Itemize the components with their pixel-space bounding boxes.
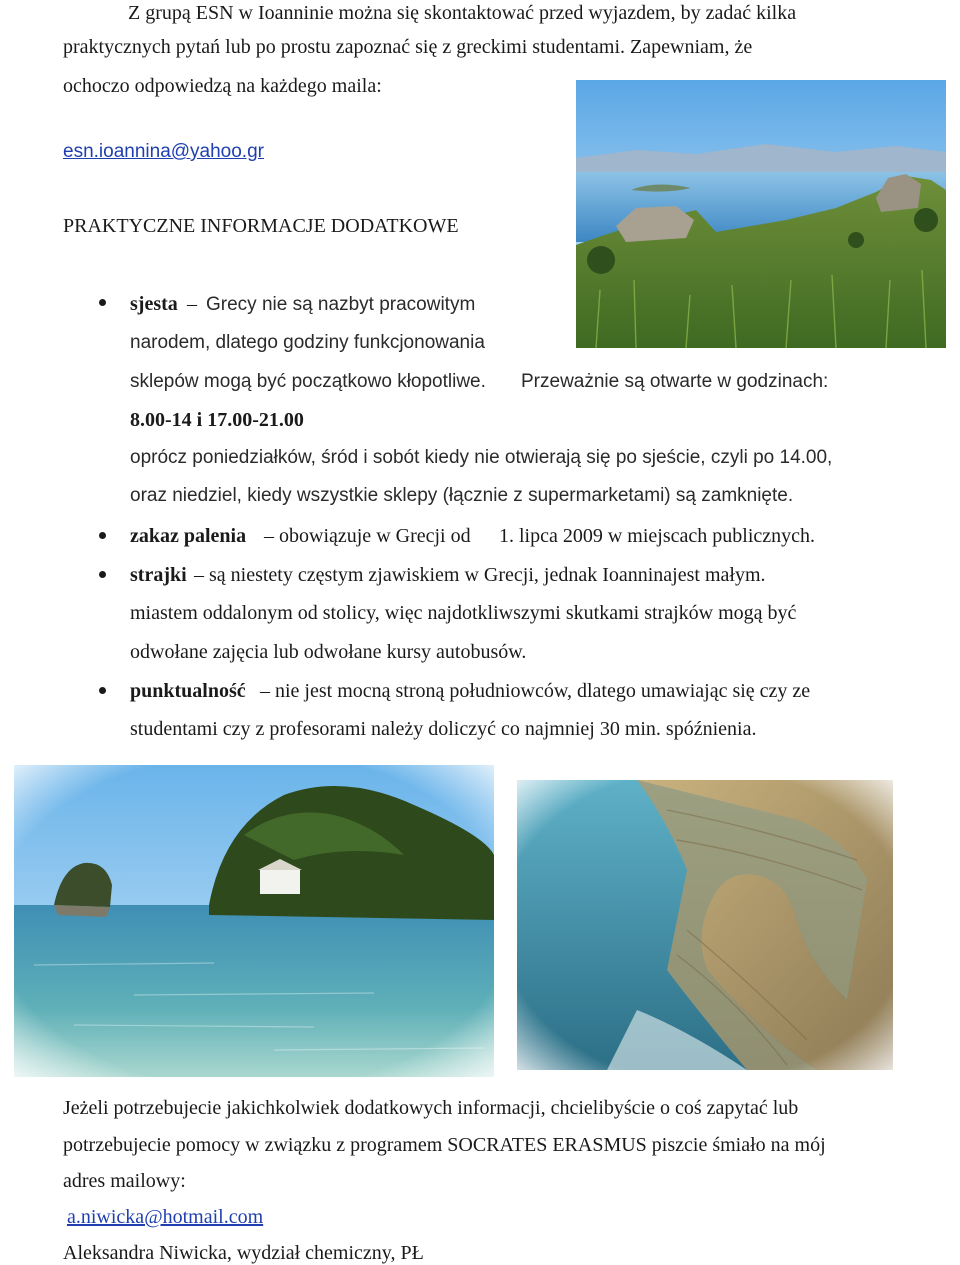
- punktualnosc-term: punktualność: [130, 680, 246, 702]
- bullet-zakaz: [99, 532, 106, 539]
- intro-line-3: ochoczo odpowiedzą na każdego maila:: [63, 75, 382, 97]
- zakaz-term: zakaz palenia: [130, 525, 247, 547]
- signature: Aleksandra Niwicka, wydział chemiczny, PŁ: [63, 1242, 424, 1264]
- strajki-text: – są niestety częstym zjawiskiem w Grecji, jednak Ioanninajest małym.: [194, 564, 766, 586]
- esn-email-link[interactable]: esn.ioannina@yahoo.gr: [63, 141, 264, 162]
- punktualnosc-line-2: studentami czy z profesorami należy doliczyć co najmniej 30 min. spóźnienia.: [130, 718, 757, 740]
- sjesta-term: sjesta: [130, 293, 178, 315]
- strajki-line-2: miastem oddalonym od stolicy, więc najdotkliwszymi skutkami strajków mogą być: [130, 602, 797, 624]
- sjesta-line-1: Grecy nie są nazbyt pracowitym: [206, 294, 476, 315]
- bullet-strajki: [99, 571, 106, 578]
- strajki-line-3: odwołane zajęcia lub odwołane kursy autobusów.: [130, 641, 527, 663]
- zakaz-text: – obowiązuje w Grecji od: [264, 525, 471, 547]
- island-photo: [14, 765, 494, 1077]
- zakaz-text-2: 1. lipca 2009 w miejscach publicznych.: [499, 525, 816, 547]
- footer-line-2: potrzebujecie pomocy w związku z programem SOCRATES ERASMUS piszcie śmiało na mój: [63, 1134, 826, 1156]
- sjesta-line-2: narodem, dlatego godziny funkcjonowania: [130, 332, 485, 353]
- footer-line-1: Jeżeli potrzebujecie jakichkolwiek dodatkowych informacji, chcielibyście o coś zapytać lub: [63, 1097, 799, 1119]
- sjesta-dash: –: [187, 293, 197, 315]
- strajki-term: strajki: [130, 564, 187, 586]
- landscape-photo: [576, 80, 946, 348]
- sjesta-line-5: oprócz poniedziałków, śród i sobót kiedy nie otwierają się po sjeście, czyli po 14.00,: [130, 447, 833, 468]
- intro-line-2: praktycznych pytań lub po prostu zapoznać się z greckimi studentami. Zapewniam, że: [63, 36, 753, 58]
- sjesta-line-3b: Przeważnie są otwarte w godzinach:: [521, 371, 829, 392]
- sjesta-line-3: sklepów mogą być początkowo kłopotliwe.: [130, 371, 486, 392]
- intro-line-1: Z grupą ESN w Ioanninie można się skontaktować przed wyjazdem, by zadać kilka: [128, 2, 797, 24]
- rock-arch-photo: [517, 780, 893, 1070]
- sjesta-hours: 8.00-14 i 17.00-21.00: [130, 409, 304, 431]
- author-email-link[interactable]: a.niwicka@hotmail.com: [67, 1206, 264, 1228]
- footer-line-3: adres mailowy:: [63, 1170, 186, 1192]
- bullet-sjesta: [99, 299, 106, 306]
- sjesta-line-6: oraz niedziel, kiedy wszystkie sklepy (łącznie z supermarketami) są zamknięte.: [130, 485, 794, 506]
- punktualnosc-text: – nie jest mocną stroną południowców, dlatego umawiając się czy ze: [260, 680, 811, 702]
- bullet-punktualnosc: [99, 687, 106, 694]
- section-title: PRAKTYCZNE INFORMACJE DODATKOWE: [63, 215, 459, 237]
